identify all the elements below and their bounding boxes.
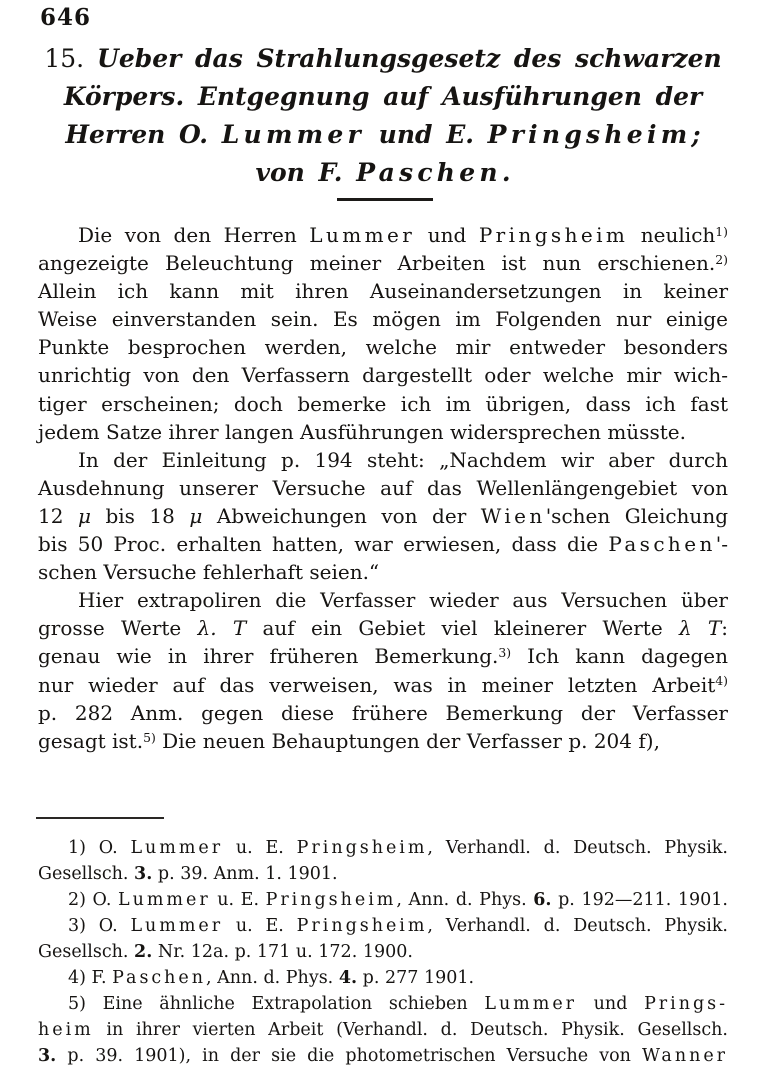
text-segment: Pringsheim: [265, 890, 397, 910]
text-segment: p. 192—211. 1901.: [551, 890, 728, 910]
text-segment: 6.: [533, 890, 552, 910]
text-line: [38, 1043, 728, 1069]
text-segment: in ihrer vierten Arbeit (Verhandl. d. Deutsch. Physik. Gesellsch.: [93, 1020, 728, 1040]
footnote-divider-rule: [36, 817, 164, 819]
text-segment: Ueber das Strahlungsgesetz des schwarzen: [97, 44, 722, 73]
text-line: [38, 277, 728, 305]
text-segment: Wien: [480, 503, 546, 528]
text-segment: , Verhandl. d. Deutsch. Physik.: [427, 838, 728, 858]
text-line: [38, 1017, 728, 1043]
text-line: [38, 642, 728, 670]
text-segment: 15.: [44, 44, 98, 73]
text-line: [38, 699, 728, 727]
text-segment: Lummer: [309, 223, 416, 247]
text-segment: , Verhandl. d. Deutsch. Physik.: [427, 916, 728, 936]
text-line: [38, 861, 728, 887]
text-segment: 'schen Gleichung: [545, 503, 729, 528]
text-segment: bis 50 Proc. erhalten hatten, war erwiesen, dass die: [38, 532, 609, 557]
footnote-marker: 3): [498, 645, 512, 661]
text-segment: 12: [38, 503, 78, 528]
text-segment: Ausdehnung unserer Versuche auf das Wellenlängengebiet von: [38, 475, 728, 500]
text-segment: :: [721, 616, 729, 641]
text-line: [38, 671, 728, 699]
text-segment: Hier extrapoliren die Verfasser wieder aus Versuchen über: [78, 588, 728, 613]
text-line: [33, 116, 733, 154]
text-segment: Pringsheim: [487, 120, 692, 149]
text-segment: neulich: [628, 223, 716, 247]
text-segment: gesagt ist.: [38, 728, 144, 753]
text-segment: p. 39. Anm. 1. 1901.: [152, 864, 338, 884]
text-line: [38, 390, 728, 418]
text-segment: nur wieder auf das verweisen, was in meiner letzten Arbeit: [38, 672, 716, 697]
text-line: [38, 333, 728, 361]
text-segment: 2) O.: [68, 890, 119, 910]
text-segment: Ich kann dagegen: [511, 644, 729, 669]
text-segment: Paschen: [608, 532, 716, 557]
text-segment: auf ein Gebiet viel kleinerer Werte: [246, 616, 679, 641]
text-segment: und: [415, 223, 479, 247]
text-segment: Abweichungen von der: [202, 503, 481, 528]
text-segment: grosse Werte: [38, 616, 198, 641]
text-segment: Gesellsch.: [38, 864, 135, 884]
text-line: [38, 558, 728, 586]
text-segment: 5) Eine ähnliche Extrapolation schieben: [68, 994, 485, 1014]
footnote-marker: 5): [143, 729, 156, 745]
text-segment: Paschen: [112, 968, 207, 988]
text-line: [38, 727, 728, 755]
text-line: [38, 965, 728, 991]
text-segment: ;: [691, 120, 701, 149]
text-segment: unrichtig von den Verfassern dargestellt oder welche mir wich-: [38, 363, 728, 388]
title-divider-rule: [337, 198, 433, 201]
text-segment: Gesellsch.: [38, 942, 135, 962]
text-segment: von F.: [255, 158, 357, 187]
footnote-marker: 2): [715, 251, 728, 267]
text-segment: und E.: [364, 120, 488, 149]
text-segment: Wanner: [641, 1046, 728, 1066]
footnote-marker: 1): [715, 223, 728, 239]
text-line: [38, 474, 728, 502]
text-line: [38, 835, 728, 861]
text-segment: Punkte besprochen werden, welche mir entweder besonders: [38, 335, 728, 360]
text-line: [38, 446, 728, 474]
text-segment: Körpers. Entgegnung auf Ausführungen der: [63, 82, 703, 111]
text-segment: Lummer: [484, 994, 577, 1014]
text-segment: 4) F.: [68, 968, 113, 988]
text-segment: Lummer: [118, 890, 211, 910]
text-segment: Herren O.: [65, 120, 222, 149]
text-segment: Nr. 12a. p. 171 u. 172. 1900.: [152, 942, 413, 962]
text-segment: Pringsheim: [478, 223, 629, 247]
text-segment: und: [577, 994, 645, 1014]
text-segment: 2.: [134, 942, 153, 962]
text-line: [33, 154, 733, 192]
text-segment: , Ann. d. Phys.: [206, 968, 339, 988]
text-line: [38, 991, 728, 1017]
text-line: [33, 40, 733, 78]
text-segment: tiger erscheinen; doch bemerke ich im übrigen, dass ich fast: [38, 391, 728, 416]
text-line: [38, 305, 728, 333]
text-segment: Weise einverstanden sein. Es mögen im Folgenden nur einige: [38, 307, 728, 332]
text-segment: p. 277 1901.: [357, 968, 475, 988]
text-segment: Die neuen Behauptungen der Verfasser p. 204 f),: [155, 728, 660, 753]
text-segment: Lummer: [221, 120, 365, 149]
text-segment: genau wie in ihrer früheren Bemerkung.: [38, 644, 499, 669]
text-line: [38, 939, 728, 965]
text-segment: λ T: [678, 616, 722, 641]
text-segment: p. 39. 1901), in der sie die photometrischen Versuche von: [56, 1046, 642, 1066]
text-line: [38, 502, 728, 530]
text-line: [38, 586, 728, 614]
text-segment: Pringsheim: [296, 916, 428, 936]
text-segment: Paschen: [356, 158, 502, 187]
text-segment: 1) O.: [68, 838, 131, 858]
text-segment: Lummer: [130, 838, 224, 858]
text-segment: u. E.: [223, 916, 297, 936]
article-title: [33, 40, 733, 192]
text-segment: u. E.: [210, 890, 266, 910]
text-line: [38, 249, 728, 277]
text-segment: 3.: [134, 864, 153, 884]
text-line: [38, 361, 728, 389]
text-segment: In der Einleitung p. 194 steht: „Nachdem wir aber durch: [78, 447, 728, 472]
text-line: [38, 221, 728, 249]
article-body: [38, 221, 728, 755]
text-segment: heim: [38, 1020, 94, 1040]
text-line: [38, 887, 728, 913]
text-line: [38, 418, 728, 446]
text-segment: jedem Satze ihrer langen Ausführungen widersprechen müsste.: [38, 419, 686, 444]
text-segment: angezeigte Beleuchtung meiner Arbeiten ist nun erschienen.: [38, 251, 716, 276]
text-segment: Lummer: [130, 916, 224, 936]
text-segment: u. E.: [223, 838, 297, 858]
text-segment: 4.: [338, 968, 358, 988]
text-segment: Allein ich kann mit ihren Auseinandersetzungen in keiner: [38, 279, 728, 304]
text-line: [38, 614, 728, 642]
text-segment: .: [501, 158, 511, 187]
text-segment: '-: [715, 532, 728, 557]
text-segment: bis 18: [90, 503, 190, 528]
text-segment: Die von den Herren: [78, 223, 310, 247]
text-segment: μ: [189, 503, 203, 528]
text-segment: μ: [77, 503, 91, 528]
text-segment: 3) O.: [68, 916, 131, 936]
text-segment: λ. T: [197, 616, 247, 641]
text-segment: 3.: [38, 1046, 57, 1066]
footnotes: [38, 835, 728, 1069]
text-segment: p. 282 Anm. gegen diese frühere Bemerkung der Verfasser: [38, 700, 728, 725]
text-segment: Pringsheim: [296, 838, 428, 858]
page-number: 646: [40, 4, 92, 31]
text-segment: Prings-: [644, 994, 728, 1014]
text-line: [38, 530, 728, 558]
text-segment: , Ann. d. Phys.: [396, 890, 534, 910]
text-segment: schen Versuche fehlerhaft seien.“: [38, 560, 380, 585]
text-line: [38, 913, 728, 939]
text-line: [33, 78, 733, 116]
footnote-marker: 4): [715, 673, 728, 689]
